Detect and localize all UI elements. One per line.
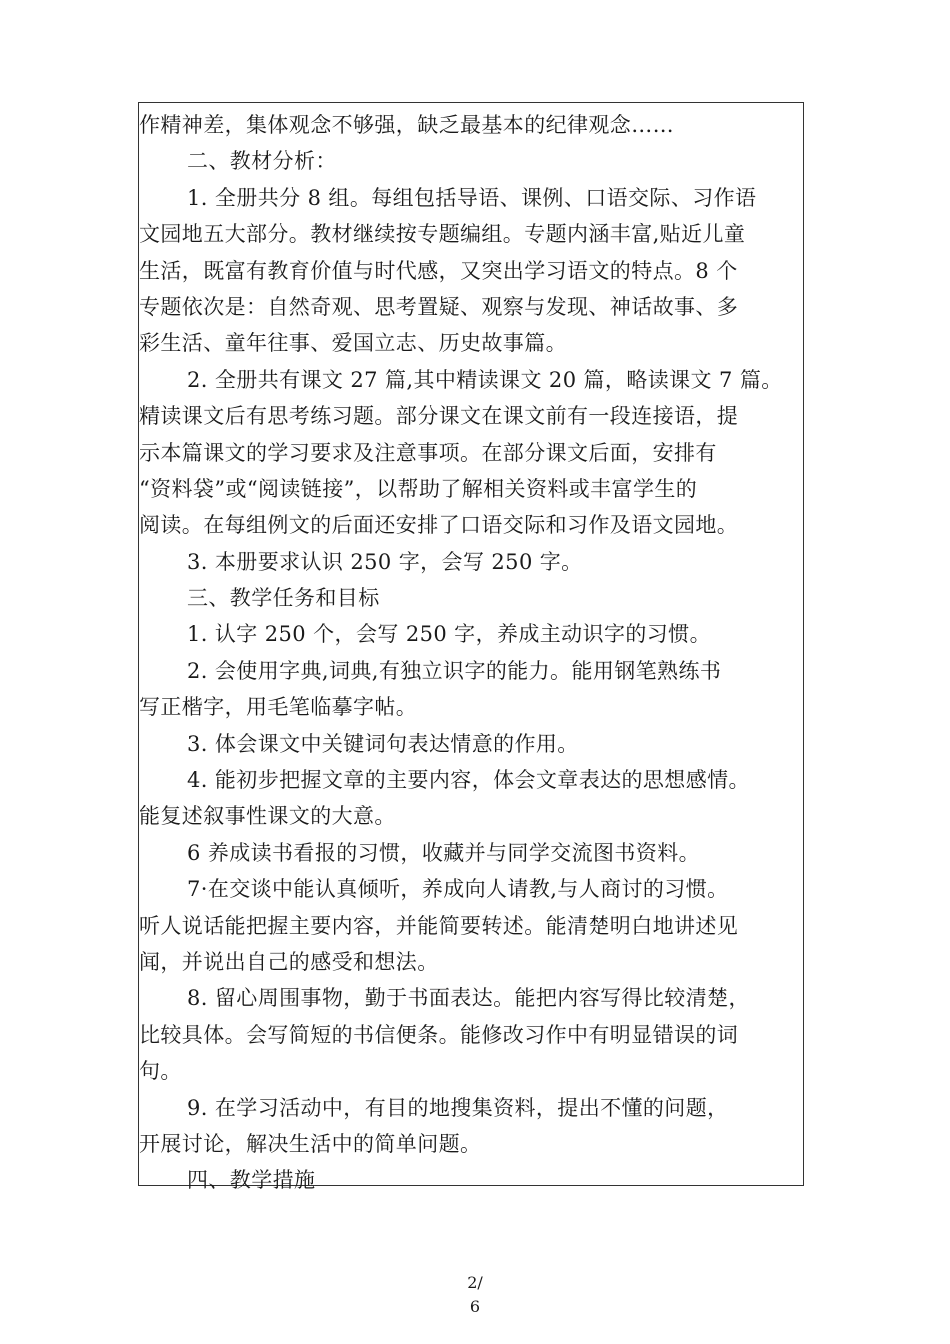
text-line: 句。 (139, 1059, 182, 1084)
text-line: 精读课文后有思考练习题。部分课文在课文前有一段连接语，提 (139, 404, 739, 429)
text-line: 阅读。在每组例文的后面还安排了口语交际和习作及语文园地。 (139, 513, 739, 538)
document-body (139, 107, 805, 1199)
text-line: 四、教学措施 (187, 1168, 316, 1193)
text-line: 9. 在学习活动中，有目的地搜集资料，提出不懂的问题， (187, 1095, 729, 1120)
content-table-cell (138, 102, 804, 1193)
text-line: 1. 认字 250 个，会写 250 字，养成主动识字的习惯。 (187, 622, 711, 647)
text-line: 1. 全册共分 8 组。每组包括导语、课例、口语交际、习作语 (187, 185, 757, 210)
text-line: 6 养成读书看报的习惯，收藏并与同学交流图书资料。 (187, 840, 701, 865)
text-line: 作精神差，集体观念不够强，缺乏最基本的纪律观念…… (139, 113, 674, 137)
text-line: 示本篇课文的学习要求及注意事项。在部分课文后面，安排有 (139, 440, 717, 465)
text-line: 文园地五大部分。教材继续按专题编组。专题内涵丰富,贴近儿童 (139, 222, 746, 247)
text-line: 开展讨论，解决生活中的简单问题。 (139, 1131, 482, 1156)
text-line: 能复述叙事性课文的大意。 (139, 804, 396, 829)
text-line: “资料袋”或“阅读链接”，以帮助了解相关资料或丰富学生的 (139, 476, 698, 501)
text-line: 听人说话能把握主要内容，并能简要转述。能清楚明白地讲述见 (139, 913, 739, 938)
text-line: 7·在交谈中能认真倾听，养成向人请教,与人商讨的习惯。 (187, 877, 729, 902)
page-number-bottom: 6 (469, 1297, 481, 1316)
text-line: 3. 本册要求认识 250 字，会写 250 字。 (187, 549, 583, 574)
text-line: 生活，既富有教育价值与时代感，又突出学习语文的特点。8 个 (139, 258, 738, 283)
text-line: 2. 全册共有课文 27 篇,其中精读课文 20 篇，略读课文 7 篇。 (187, 367, 783, 392)
text-line: 三、教学任务和目标 (187, 586, 380, 611)
text-line: 4. 能初步把握文章的主要内容，体会文章表达的思想感情。 (187, 768, 750, 793)
text-line: 比较具体。会写简短的书信便条。能修改习作中有明显错误的词 (139, 1022, 739, 1047)
text-line: 写正楷字，用毛笔临摹字帖。 (139, 695, 418, 720)
text-line: 3. 体会课文中关键词句表达情意的作用。 (187, 731, 579, 756)
text-line: 专题依次是：自然奇观、思考置疑、观察与发现、神话故事、多 (139, 294, 739, 319)
text-line: 8. 留心周围事物，勤于书面表达。能把内容写得比较清楚， (187, 986, 750, 1011)
text-line: 二、教材分析： (187, 149, 337, 174)
text-line: 闻，并说出自己的感受和想法。 (139, 949, 439, 974)
text-line: 2. 会使用字典,词典,有独立识字的能力。能用钢笔熟练书 (187, 658, 722, 683)
text-line: 彩生活、童年往事、爱国立志、历史故事篇。 (139, 331, 567, 356)
page-number-top: 2/ (467, 1273, 483, 1292)
